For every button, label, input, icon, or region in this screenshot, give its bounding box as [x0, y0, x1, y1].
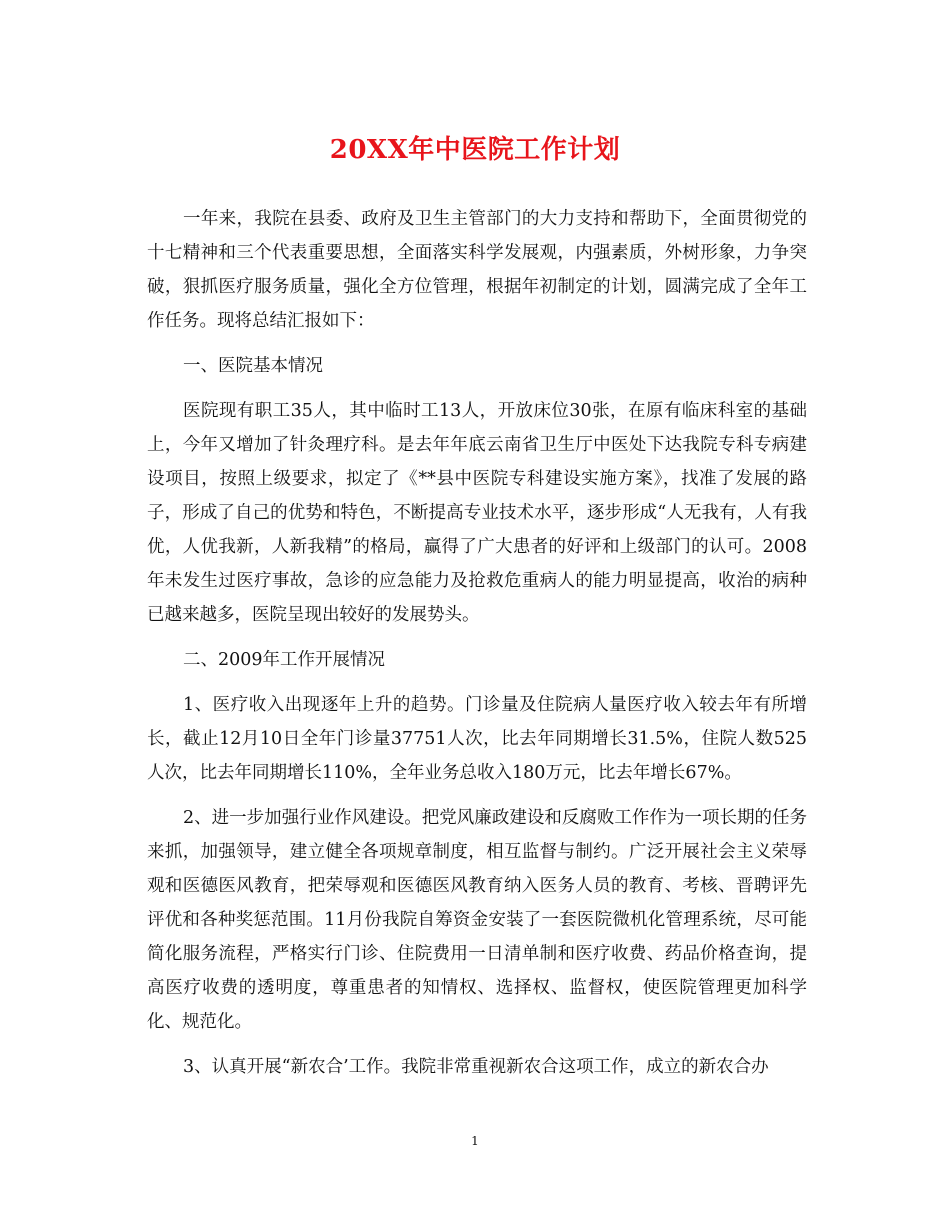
work-item-1-paragraph: 1、医疗收入出现逐年上升的趋势。门诊量及住院病人量医疗收入较去年有所增长，截止12月10日全年门诊量37751人次，比去年同期增长31.5%，住院人数525人次，比去年同期增长110%，全年业务总收入180万元，比去年增长67%。 — [147, 695, 807, 783]
section-heading-basic-info: 一、医院基本情况 — [183, 356, 323, 376]
work-item-3-paragraph: 3、认真开展“新农合’工作。我院非常重视新农合这项工作，成立的新农合办 — [183, 1057, 769, 1077]
work-item-2-paragraph: 2、进一步加强行业作风建设。把党风廉政建设和反腐败工作作为一项长期的任务来抓，加强领导，建立健全各项规章制度，相互监督与制约。广泛开展社会主义荣辱观和医德医风教育，把荣辱观和医德医风教育纳入医务人员的教育、考核、晋聘评先评优和各种奖惩范围。11月份我院自筹资金安装了一套医院微机化管理系统，尽可能简化服务流程，严格实行门诊、住院费用一日清单制和医疗收费、药品价格查询，提高医疗收费的透明度，尊重患者的知情权、选择权、监督权，使医院管理更加科学化、规范化。 — [147, 808, 807, 1032]
intro-paragraph: 一年来，我院在县委、政府及卫生主管部门的大力支持和帮助下，全面贯彻党的十七精神和三个代表重要思想，全面落实科学发展观，内强素质，外树形象，力争突破，狠抓医疗服务质量，强化全方位管理，根据年初制定的计划，圆满完成了全年工作任务。现将总结汇报如下： — [147, 209, 807, 331]
section-heading-2009-work: 二、2009年工作开展情况 — [183, 650, 386, 670]
basic-info-paragraph: 医院现有职工35人，其中临时工13人，开放床位30张，在原有临床科室的基础上，今年又增加了针灸理疗科。是去年年底云南省卫生厅中医处下达我院专科专病建设项目，按照上级要求，拟定了《**县中医院专科建设实施方案》，找准了发展的路子，形成了自己的优势和特色，不断提高专业技术水平，逐步形成“人无我有，人有我优，人优我新，人新我精”的格局，赢得了广大患者的好评和上级部门的认可。2008年未发生过医疗事故，急诊的应急能力及抢救危重病人的能力明显提高，收治的病种已越来越多，医院呈现出较好的发展势头。 — [147, 401, 807, 625]
page-number: 1 — [471, 1134, 479, 1148]
document-title: 20XX年中医院工作计划 — [329, 135, 621, 165]
document-body — [147, 202, 807, 1095]
